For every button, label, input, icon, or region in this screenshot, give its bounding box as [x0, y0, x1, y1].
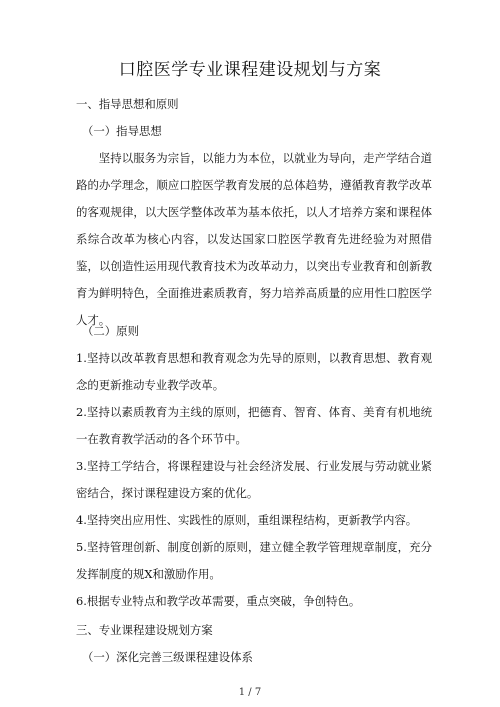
section-heading-course-plan: 三、专业课程建设规划方案: [76, 623, 213, 637]
subsection-heading-principles: （二）原则: [82, 324, 139, 338]
paragraph-guiding-thought: 坚持以服务为宗旨，以能力为本位，以就业为导向，走产学结合道路的办学理念，顺应口腔医学教育发展的总体趋势，遵循教育教学改革的客观规律，以大医学整体改革为基本依托，以人才培养方案和课程体系综合改革为核心内容，以发达国家口腔医学教育先进经验为对照借鉴，以创造性运用现代教育技术为改革动力，以突出专业教育和创新教育为鲜明特色，全面推进素质教育，努力培养高质量的应用性口腔医学人才。: [76, 151, 432, 327]
principle-item-2: 2.坚持以素质教育为主线的原则，把德育、智育、体育、美育有机地统一在教育教学活动的各个环节中。: [76, 405, 432, 446]
page-indicator: 1 / 7: [238, 687, 262, 698]
subsection-heading-guiding-thought: （一）指导思想: [82, 124, 162, 138]
subsection-heading-three-level-system: （一）深化完善三级课程建设体系: [82, 650, 253, 664]
principle-item-4: 4.坚持突出应用性、实践性的原则，重组课程结构，更新教学内容。: [76, 513, 418, 527]
section-heading-guiding-principles: 一、指导思想和原则: [76, 97, 179, 111]
principle-item-3: 3.坚持工学结合，将课程建设与社会经济发展、行业发展与劳动就业紧密结合，探讨课程建设方案的优化。: [76, 459, 432, 500]
principle-item-6: 6.根据专业特点和教学改革需要，重点突破，争创特色。: [76, 594, 361, 608]
document-title: 口腔医学专业课程建设规划与方案: [118, 60, 382, 80]
principle-item-1: 1.坚持以改革教育思想和教育观念为先导的原则，以教育思想、教育观念的更新推动专业教学改革。: [76, 351, 432, 392]
principle-item-5: 5.坚持管理创新、制度创新的原则，建立健全教学管理规章制度，充分发挥制度的规X和激励作用。: [76, 540, 432, 581]
